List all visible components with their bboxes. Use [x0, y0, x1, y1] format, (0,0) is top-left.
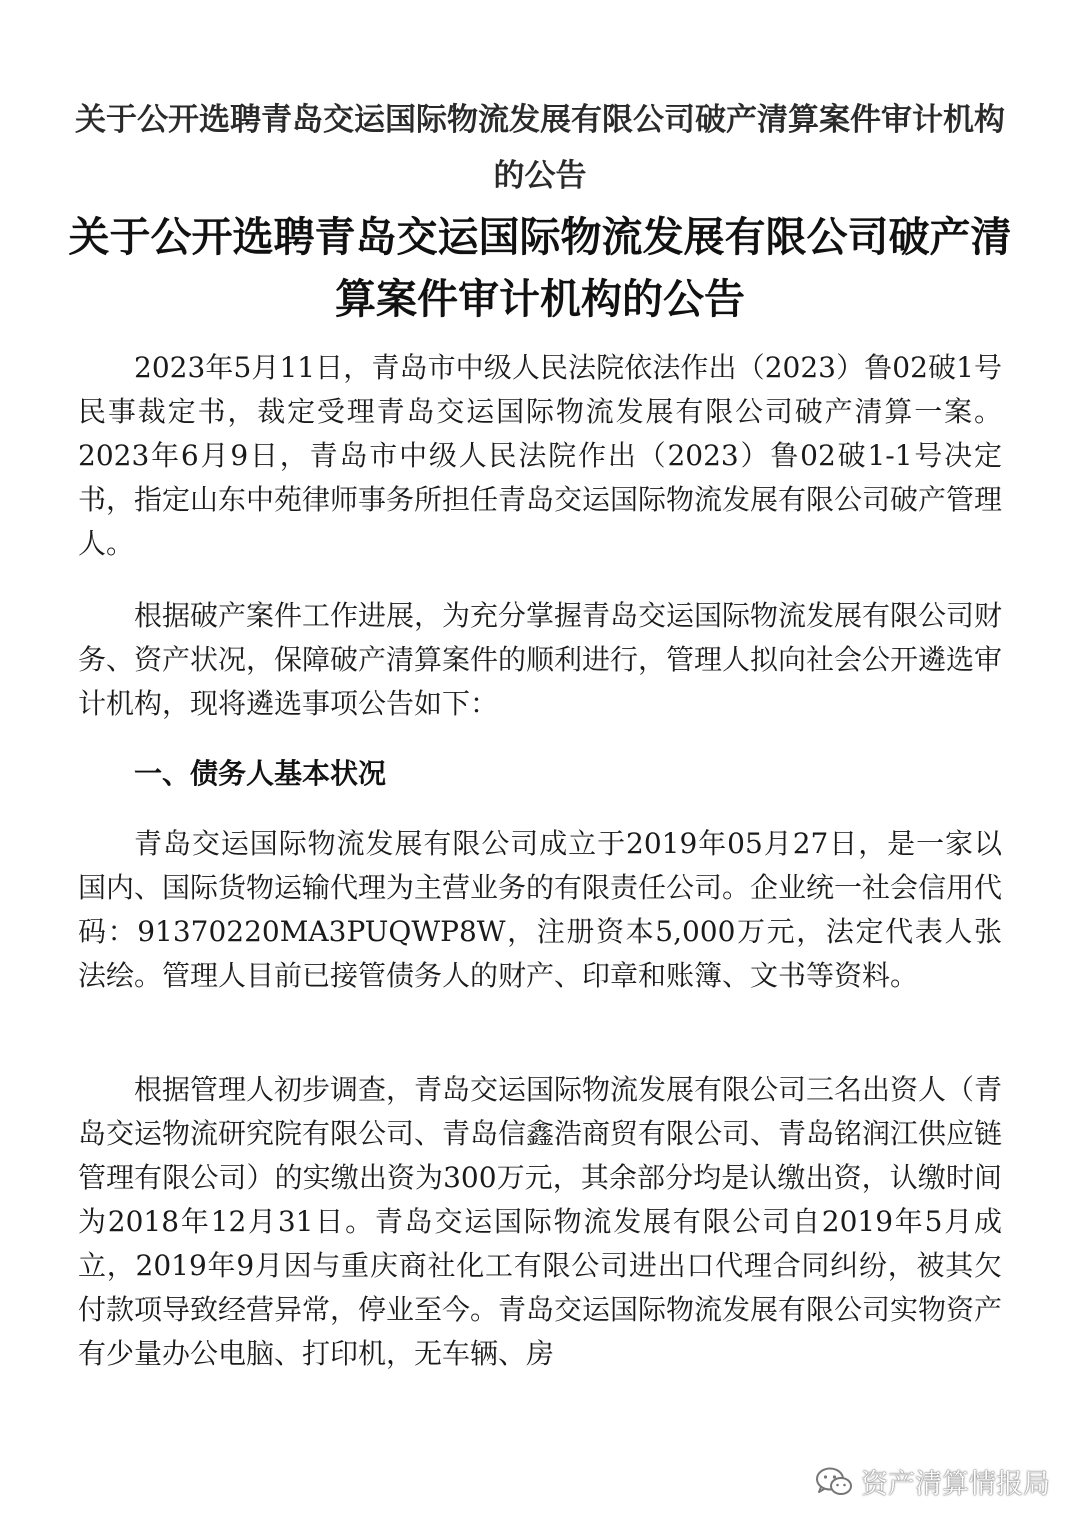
paragraph-selection-purpose: 根据破产案件工作进展，为充分掌握青岛交运国际物流发展有限公司财务、资产状况，保障破产清算案件的顺利进行，管理人拟向社会公开遴选审计机构，现将遴选事项公告如下： [78, 599, 1003, 720]
main-title: 关于公开选聘青岛交运国际物流发展有限公司破产清算案件审计机构的公告 [68, 213, 1012, 323]
header-title: 关于公开选聘青岛交运国际物流发展有限公司破产清算案件审计机构的公告 [75, 102, 1005, 194]
paragraph-investigation: 根据管理人初步调查，青岛交运国际物流发展有限公司三名出资人（青岛交运物流研究院有限公司、青岛信鑫浩商贸有限公司、青岛铭润江供应链管理有限公司）的实缴出资为300万元，其余部分均是认缴出资，认缴时间为2018年12月31日。青岛交运国际物流发展有限公司自2019年5月成立，2019年9月因与重庆商社化工有限公司进出口代理合同纠纷，被其欠付款项导致经营异常，停业至今。青岛交运国际物流发展有限公司实物资产有少量办公电脑、打印机，无车辆、房 [78, 1073, 1003, 1370]
watermark-text: 资产清算情报局 [861, 1469, 1050, 1500]
wechat-icon [815, 1466, 853, 1498]
paragraph-company-info: 青岛交运国际物流发展有限公司成立于2019年05月27日，是一家以国内、国际货物运输代理为主营业务的有限责任公司。企业统一社会信用代码：91370220MA3PUQWP8W，注册资本5,000万元，法定代表人张法绘。管理人目前已接管债务人的财产、印章和账簿、文书等资料。 [78, 827, 1003, 992]
watermark [815, 1462, 1050, 1501]
paragraph-case-acceptance: 2023年5月11日，青岛市中级人民法院依法作出（2023）鲁02破1号民事裁定书，裁定受理青岛交运国际物流发展有限公司破产清算一案。2023年6月9日，青岛市中级人民法院作出（2023）鲁02破1-1号决定书，指定山东中苑律师事务所担任青岛交运国际物流发展有限公司破产管理人。 [78, 351, 1003, 560]
section-heading-debtor-status: 一、债务人基本状况 [134, 757, 387, 790]
